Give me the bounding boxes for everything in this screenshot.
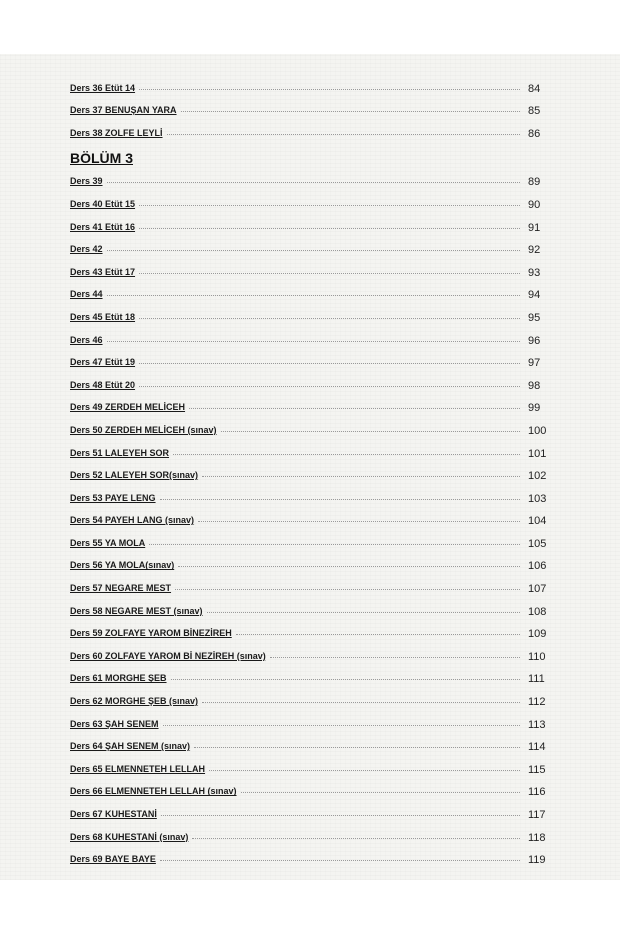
toc-entry bbox=[70, 191, 550, 214]
toc-entry bbox=[70, 169, 550, 192]
toc-entry-title: Ders 42 bbox=[70, 244, 103, 255]
toc-entry bbox=[70, 75, 550, 98]
section-heading-text: BÖLÜM 3 bbox=[70, 149, 133, 166]
toc-entry-page-number: 93 bbox=[528, 266, 541, 279]
toc-entry-title: Ders 38 ZOLFE LEYLİ bbox=[70, 127, 163, 138]
toc-entry bbox=[70, 734, 550, 757]
dot-leader bbox=[160, 860, 520, 861]
toc-entry-title: Ders 52 LALEYEH SOR(sınav) bbox=[70, 470, 199, 481]
toc-entry bbox=[70, 237, 550, 260]
toc-entry-title: Ders 41 Etüt 16 bbox=[70, 221, 136, 232]
toc-entry-page-number: 96 bbox=[528, 334, 541, 347]
toc-entry-page-number: 114 bbox=[528, 741, 546, 754]
toc-entry bbox=[70, 120, 550, 143]
toc-entry-title: Ders 59 ZOLFAYE YAROM BİNEZİREH bbox=[70, 628, 232, 639]
toc-entry-title: Ders 64 ŞAH SENEM (sınav) bbox=[70, 741, 191, 752]
toc-entry-title: Ders 37 BENUŞAN YARA bbox=[70, 105, 177, 116]
dot-leader bbox=[192, 838, 520, 839]
toc-entry-page-number: 107 bbox=[528, 583, 547, 596]
toc-entry bbox=[70, 327, 550, 350]
dot-leader bbox=[175, 589, 520, 590]
toc-entry-title: Ders 43 Etüt 17 bbox=[70, 266, 136, 277]
toc-entry-page-number: 108 bbox=[528, 605, 547, 618]
dot-leader bbox=[173, 454, 520, 455]
dot-leader bbox=[209, 770, 520, 771]
toc-entry bbox=[70, 598, 550, 621]
toc-entry bbox=[70, 530, 550, 553]
dot-leader bbox=[194, 747, 520, 748]
toc-entry-title: Ders 49 ZERDEH MELİCEH bbox=[70, 402, 186, 413]
toc-entry-page-number: 116 bbox=[528, 786, 546, 799]
toc-entry-page-number: 86 bbox=[528, 127, 541, 140]
dot-leader bbox=[181, 111, 520, 112]
toc-entry-title: Ders 53 PAYE LENG bbox=[70, 492, 156, 503]
dot-leader bbox=[221, 431, 520, 432]
dot-leader bbox=[107, 250, 520, 251]
toc-entry-page-number: 90 bbox=[528, 198, 541, 211]
dot-leader bbox=[139, 273, 520, 274]
dot-leader bbox=[139, 228, 520, 229]
dot-leader bbox=[236, 634, 520, 635]
dot-leader bbox=[139, 386, 520, 387]
toc-entry-page-number: 91 bbox=[528, 221, 541, 234]
toc-entry bbox=[70, 282, 550, 305]
toc-entry-title: Ders 67 KUHESTANİ bbox=[70, 809, 157, 819]
toc-entry-title: Ders 66 ELMENNETEH LELLAH (sınav) bbox=[70, 786, 237, 797]
toc-entry-page-number: 117 bbox=[528, 809, 546, 821]
toc-entry bbox=[70, 485, 550, 508]
toc-entry-title: Ders 55 YA MOLA bbox=[70, 537, 146, 548]
toc-entry bbox=[70, 779, 550, 802]
toc-entry bbox=[70, 98, 550, 121]
dot-leader bbox=[189, 408, 520, 409]
dot-leader bbox=[107, 182, 520, 183]
toc-entry-page-number: 118 bbox=[528, 831, 546, 844]
toc-entry bbox=[70, 756, 550, 779]
dot-leader bbox=[171, 679, 520, 680]
toc-entry-title: Ders 57 NEGARE MEST bbox=[70, 583, 172, 594]
dot-leader bbox=[202, 476, 520, 477]
toc-entry-page-number: 100 bbox=[528, 424, 547, 437]
toc-entry-title: Ders 65 ELMENNETEH LELLAH bbox=[70, 763, 206, 774]
toc-entry bbox=[70, 824, 550, 847]
dot-leader bbox=[107, 341, 520, 342]
toc-entry bbox=[70, 395, 550, 418]
dot-leader bbox=[198, 521, 520, 522]
dot-leader bbox=[139, 205, 520, 206]
toc-entry-title: Ders 56 YA MOLA(sınav) bbox=[70, 560, 175, 571]
toc-entry-page-number: 84 bbox=[528, 82, 541, 95]
dot-leader bbox=[139, 318, 520, 319]
toc-entry-page-number: 110 bbox=[528, 650, 546, 663]
toc-entry-page-number: 104 bbox=[528, 515, 547, 528]
dot-leader bbox=[270, 657, 520, 658]
toc-entry bbox=[70, 801, 550, 824]
toc-entry bbox=[70, 463, 550, 486]
dot-leader bbox=[207, 612, 520, 613]
toc-entry-title: Ders 60 ZOLFAYE YAROM Bİ NEZİREH (sınav) bbox=[70, 650, 266, 661]
toc-entry-page-number: 115 bbox=[528, 763, 546, 776]
toc-entry-page-number: 113 bbox=[528, 718, 546, 731]
toc-entry bbox=[70, 350, 550, 373]
toc-group-before bbox=[70, 75, 550, 143]
toc-entry-title: Ders 58 NEGARE MEST (sınav) bbox=[70, 605, 203, 616]
toc-entry bbox=[70, 553, 550, 576]
toc-entry-title: Ders 62 MORGHE ŞEB (sınav) bbox=[70, 696, 199, 707]
toc-entry bbox=[70, 440, 550, 463]
toc-entry-page-number: 89 bbox=[528, 176, 541, 189]
toc-entry-page-number: 97 bbox=[528, 357, 541, 370]
toc-entry bbox=[70, 621, 550, 644]
dot-leader bbox=[167, 134, 520, 135]
toc-entry-page-number: 85 bbox=[528, 105, 541, 118]
toc-entry-title: Ders 69 BAYE BAYE bbox=[70, 854, 156, 865]
toc-entry bbox=[70, 575, 550, 598]
toc-entry-page-number: 101 bbox=[528, 447, 547, 460]
toc-entry-title: Ders 46 bbox=[70, 334, 103, 345]
toc-entry-title: Ders 39 bbox=[70, 176, 103, 187]
toc-entry bbox=[70, 214, 550, 237]
dot-leader bbox=[161, 815, 520, 816]
toc-entry-title: Ders 44 bbox=[70, 289, 103, 300]
toc-entry-title: Ders 54 PAYEH LANG (sınav) bbox=[70, 515, 195, 526]
toc-entry-page-number: 98 bbox=[528, 379, 541, 392]
dot-leader bbox=[139, 89, 520, 90]
section-heading bbox=[70, 143, 550, 169]
toc-entry-page-number: 109 bbox=[528, 628, 547, 641]
dot-leader bbox=[202, 702, 520, 703]
toc-entry-page-number: 94 bbox=[528, 289, 541, 302]
toc-entry-page-number: 102 bbox=[528, 470, 547, 483]
toc-entry-page-number: 106 bbox=[528, 560, 547, 573]
toc-entry-page-number: 103 bbox=[528, 492, 547, 505]
dot-leader bbox=[149, 544, 520, 545]
toc-entry bbox=[70, 259, 550, 282]
toc-entry-title: Ders 45 Etüt 18 bbox=[70, 311, 136, 322]
toc-entry-page-number: 95 bbox=[528, 311, 541, 324]
toc-entry-title: Ders 51 LALEYEH SOR bbox=[70, 447, 170, 458]
toc-entry-title: Ders 48 Etüt 20 bbox=[70, 379, 136, 390]
toc-entry-title: Ders 68 KUHESTANİ (sınav) bbox=[70, 831, 189, 842]
toc-entry-page-number: 92 bbox=[528, 244, 541, 257]
toc-entry bbox=[70, 417, 550, 440]
document-page bbox=[0, 54, 620, 880]
toc-entry bbox=[70, 372, 550, 395]
table-of-contents bbox=[70, 75, 550, 869]
toc-entry-title: Ders 63 ŞAH SENEM bbox=[70, 718, 159, 729]
toc-group-after bbox=[70, 169, 550, 869]
toc-entry bbox=[70, 643, 550, 666]
dot-leader bbox=[160, 499, 520, 500]
dot-leader bbox=[163, 725, 520, 726]
dot-leader bbox=[241, 792, 520, 793]
toc-entry-page-number: 105 bbox=[528, 537, 547, 550]
toc-entry-title: Ders 47 Etüt 19 bbox=[70, 357, 136, 368]
toc-entry-page-number: 111 bbox=[528, 673, 545, 686]
toc-entry-title: Ders 40 Etüt 15 bbox=[70, 198, 136, 209]
dot-leader bbox=[107, 295, 520, 296]
toc-entry-page-number: 119 bbox=[528, 854, 546, 867]
toc-entry bbox=[70, 847, 550, 870]
toc-entry bbox=[70, 508, 550, 531]
toc-entry bbox=[70, 711, 550, 734]
toc-entry-title: Ders 50 ZERDEH MELİCEH (sınav) bbox=[70, 424, 217, 435]
toc-entry-title: Ders 36 Etüt 14 bbox=[70, 82, 136, 93]
toc-entry-page-number: 99 bbox=[528, 402, 541, 415]
toc-entry bbox=[70, 304, 550, 327]
toc-entry bbox=[70, 666, 550, 689]
toc-entry-title: Ders 61 MORGHE ŞEB bbox=[70, 673, 167, 684]
dot-leader bbox=[139, 363, 520, 364]
toc-entry-page-number: 112 bbox=[528, 696, 546, 709]
dot-leader bbox=[178, 566, 520, 567]
toc-entry bbox=[70, 688, 550, 711]
